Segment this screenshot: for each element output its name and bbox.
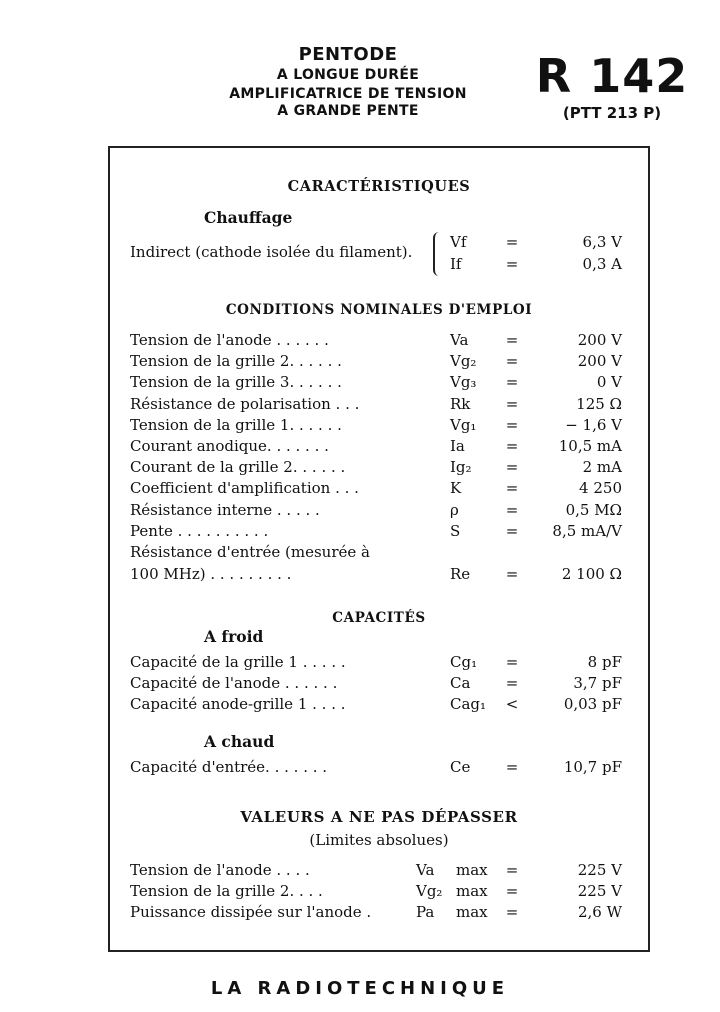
limits-heading: VALEURS A NE PAS DÉPASSER: [240, 808, 518, 826]
row-symbol: If: [450, 255, 462, 273]
row-symbol: Ig₂: [450, 458, 472, 477]
row-equals: =: [505, 521, 519, 540]
row-symbol: ρ: [450, 500, 459, 519]
row-equals: =: [505, 415, 519, 434]
row-label: Puissance dissipée sur l'anode .: [130, 903, 372, 921]
spec-row: [130, 372, 650, 393]
tube-type-title: PENTODE: [298, 44, 398, 65]
row-equals: =: [505, 437, 519, 455]
row-value: 8,5 mA/V: [552, 521, 622, 540]
spec-row: [130, 673, 650, 694]
row-equals: =: [505, 758, 519, 776]
row-symbol: Cag₁: [450, 695, 487, 713]
row-value: 225 V: [577, 882, 622, 900]
row-equals: =: [505, 903, 519, 921]
spec-row: [130, 860, 650, 881]
row-max: max: [456, 882, 488, 900]
row-value: 10,7 pF: [563, 758, 622, 776]
capacities-heading: CAPACITÉS: [332, 610, 426, 626]
spec-row: [130, 330, 650, 351]
spec-row: [130, 394, 650, 415]
spec-row: [130, 478, 650, 499]
row-equals: =: [505, 394, 519, 413]
row-symbol: Vf: [450, 233, 467, 251]
row-symbol: Ce: [450, 758, 471, 776]
row-symbol: Cg₁: [450, 653, 478, 671]
spec-row: [130, 902, 650, 923]
tube-subtitle-2: AMPLIFICATRICE DE TENSION: [229, 86, 467, 102]
row-label: Tension de la grille 1. . . . . .: [130, 415, 342, 434]
row-label: 100 MHz) . . . . . . . . .: [130, 565, 292, 583]
row-label: Résistance interne . . . . .: [130, 500, 320, 519]
spec-row: [130, 521, 650, 542]
spec-row: [130, 351, 650, 372]
row-symbol: Vg₁: [450, 415, 477, 434]
row-equals: =: [505, 373, 519, 392]
heating-heading: Chauffage: [204, 208, 293, 227]
row-value: 0 V: [596, 373, 622, 392]
row-symbol: Re: [450, 565, 471, 583]
model-number: R 142: [535, 49, 689, 103]
hot-heading: A chaud: [204, 732, 275, 751]
input-resistance-label-line1: Résistance d'entrée (mesurée à: [130, 543, 370, 561]
row-label: Coefficient d'amplification . . .: [130, 479, 359, 498]
row-equals: =: [505, 674, 519, 692]
row-symbol: K: [450, 479, 462, 498]
row-label: Tension de la grille 2. . . . . .: [130, 352, 342, 371]
row-value: 0,3 A: [582, 255, 622, 273]
row-value: 0,5 MΩ: [565, 500, 622, 519]
row-value: 10,5 mA: [558, 437, 622, 455]
alt-designation: (PTT 213 P): [562, 104, 662, 122]
row-label: Pente . . . . . . . . . .: [130, 521, 269, 540]
row-symbol: Vg₂: [450, 352, 477, 371]
row-symbol: Va: [416, 861, 435, 879]
row-label: Capacité anode-grille 1 . . . .: [130, 695, 346, 713]
row-value: 2 mA: [582, 458, 622, 477]
row-symbol: S: [450, 521, 461, 540]
heating-label: Indirect (cathode isolée du filament).: [130, 243, 413, 261]
row-label: Résistance de polarisation . . .: [130, 394, 360, 413]
heating-row: [130, 232, 650, 253]
row-symbol: Vg₂: [416, 882, 443, 900]
row-symbol: Pa: [416, 903, 435, 921]
row-equals: =: [505, 500, 519, 519]
heating-row: [130, 254, 650, 275]
row-symbol: Rk: [450, 394, 471, 413]
row-value: 2 100 Ω: [561, 565, 622, 583]
row-value: 200 V: [577, 331, 622, 349]
spec-row: [130, 694, 650, 715]
row-value: 2,6 W: [577, 903, 622, 921]
cold-heading: A froid: [204, 627, 264, 646]
row-equals: =: [505, 861, 519, 879]
row-equals: =: [505, 479, 519, 498]
row-label: Tension de la grille 2. . . .: [130, 882, 323, 900]
row-symbol: Vg₃: [450, 373, 477, 392]
spec-row: [130, 436, 650, 457]
row-value: 200 V: [577, 352, 622, 371]
row-label: Capacité de la grille 1 . . . . .: [130, 653, 346, 671]
row-max: max: [456, 861, 488, 879]
spec-row: [130, 415, 650, 436]
row-value: 3,7 pF: [573, 674, 622, 692]
row-equals: <: [505, 695, 519, 713]
row-equals: =: [505, 331, 519, 349]
row-equals: =: [505, 233, 519, 251]
manufacturer-footer: LA RADIOTECHNIQUE: [210, 978, 510, 999]
row-label: Capacité d'entrée. . . . . . .: [130, 758, 328, 776]
row-label: Tension de la grille 3. . . . . .: [130, 373, 342, 392]
row-value: 4 250: [579, 479, 622, 498]
row-label: Capacité de l'anode . . . . . .: [130, 674, 338, 692]
input-resistance-row: [130, 564, 650, 585]
tube-subtitle-1: A LONGUE DURÉE: [276, 67, 420, 83]
row-label: Courant anodique. . . . . . .: [130, 437, 329, 455]
row-label: Tension de l'anode . . . . . .: [130, 331, 329, 349]
row-equals: =: [505, 882, 519, 900]
nominal-conditions-heading: CONDITIONS NOMINALES D'EMPLOI: [225, 302, 533, 318]
row-label: Tension de l'anode . . . .: [130, 861, 310, 879]
characteristics-heading: CARACTÉRISTIQUES: [287, 178, 471, 195]
row-label: Courant de la grille 2. . . . . .: [130, 458, 346, 477]
row-value: 8 pF: [587, 653, 622, 671]
tube-subtitle-3: A GRANDE PENTE: [277, 103, 419, 119]
row-symbol: Va: [450, 331, 469, 349]
spec-row: [130, 457, 650, 478]
row-value: 225 V: [577, 861, 622, 879]
row-value: − 1,6 V: [565, 415, 622, 434]
row-equals: =: [505, 653, 519, 671]
spec-row: [130, 652, 650, 673]
row-equals: =: [505, 565, 519, 583]
spec-row: [130, 500, 650, 521]
row-max: max: [456, 903, 488, 921]
row-value: 0,03 pF: [563, 695, 622, 713]
hot-row: [130, 757, 650, 778]
row-equals: =: [505, 458, 519, 477]
spec-row: [130, 881, 650, 902]
row-value: 6,3 V: [582, 233, 622, 251]
row-equals: =: [505, 352, 519, 371]
row-symbol: Ca: [450, 674, 471, 692]
row-symbol: Ia: [450, 437, 465, 455]
row-equals: =: [505, 255, 519, 273]
row-value: 125 Ω: [576, 394, 622, 413]
limits-subtitle: (Limites absolues): [309, 831, 449, 849]
